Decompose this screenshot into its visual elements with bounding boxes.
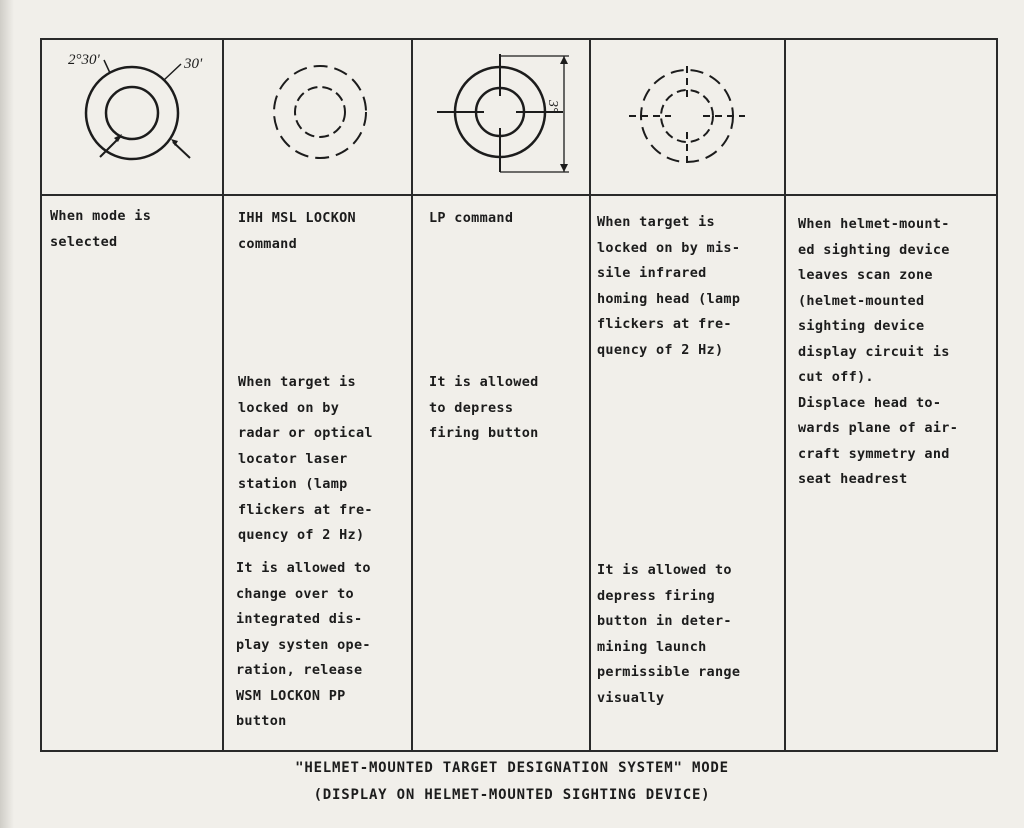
angle-label-outer: 2°30'	[68, 52, 100, 68]
diagram-empty	[786, 40, 998, 194]
angle-label-inner: 30'	[184, 56, 203, 72]
dimension-label: 3°	[545, 100, 560, 113]
col2-condition-text: IHH MSL LOCKON command	[238, 210, 356, 252]
col2-action-text: It is allowed to change over to integrated dis- play systen ope- ration, release WSM LOCKON PP button	[236, 560, 371, 729]
reticle-crosshair-rings-icon	[413, 40, 589, 194]
col4-action-text: It is allowed to depress firing button in deter- mining launch permissible range visually	[597, 562, 741, 706]
col5-condition-text: When helmet-mount- ed sighting device leaves scan zone (helmet-mounted sighting device display circuit is cut off). Displace head to- wards plane of air- craft symmetry and seat headrest	[798, 216, 959, 487]
row-divider	[42, 194, 996, 196]
reticle-dashed-rings-icon	[224, 40, 411, 194]
reticle-dashed-crosshair-icon	[591, 40, 784, 194]
col2-lock-text: When target is locked on by radar or optical locator laser station (lamp flickers at fre- quency of 2 Hz)	[238, 374, 373, 543]
col1-condition-text: When mode is selected	[50, 208, 152, 250]
col4-condition-text: When target is locked on by mis- sile infrared homing head (lamp flickers at fre- quency of 2 Hz)	[597, 214, 741, 358]
col3-condition-text: LP command	[429, 210, 514, 226]
col3-action-text: It is allowed to depress firing button	[429, 374, 539, 441]
diagram-lp-command	[413, 40, 589, 194]
diagram-ir-lockon	[591, 40, 784, 194]
diagram-lockon-command	[224, 40, 411, 194]
page-edge-shadow	[0, 0, 14, 828]
diagram-mode-selected	[42, 40, 222, 194]
caption-line-1: "HELMET-MOUNTED TARGET DESIGNATION SYSTEM" MODE	[295, 760, 729, 776]
mode-table	[40, 38, 998, 752]
reticle-solid-rings-icon	[42, 40, 222, 194]
caption-line-2: (DISPLAY ON HELMET-MOUNTED SIGHTING DEVICE)	[313, 787, 711, 803]
